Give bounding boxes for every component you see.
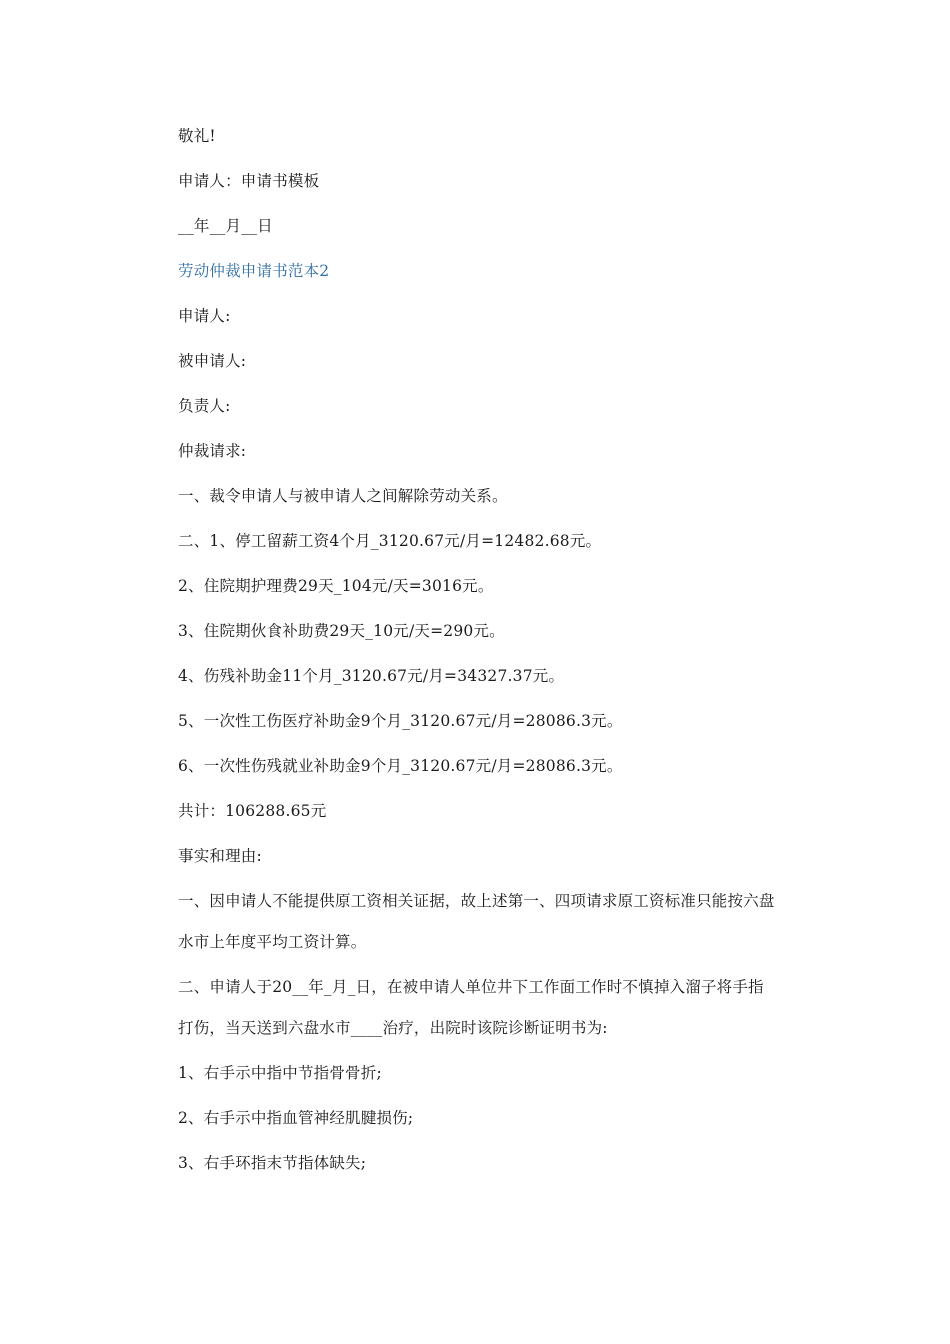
diagnosis-item-3: 3、右手环指末节指体缺失;: [178, 1154, 367, 1172]
request-item-2-6: 6、一次性伤残就业补助金9个月_3120.67元/月=28086.3元。: [178, 757, 623, 775]
request-item-2-2: 2、住院期护理费29天_104元/天=3016元。: [178, 577, 494, 595]
respondent-label: 被申请人:: [178, 352, 247, 370]
reason-2-line-1: 二、申请人于20__年_月_日，在被申请人单位井下工作面工作时不慎掉入溜子将手指: [178, 978, 764, 996]
applicant-signature: 申请人：申请书模板: [178, 172, 320, 190]
date-line: __年__月__日: [178, 217, 273, 235]
request-item-1: 一、裁令申请人与被申请人之间解除劳动关系。: [178, 487, 508, 505]
section-heading: 劳动仲裁申请书范本2: [178, 262, 330, 280]
applicant-label: 申请人:: [178, 307, 231, 325]
request-item-2: 二、1、停工留薪工资4个月_3120.67元/月=12482.68元。: [178, 532, 602, 550]
total-amount: 共计：106288.65元: [178, 802, 327, 820]
reason-2-line-2: 打伤，当天送到六盘水市____治疗，出院时该院诊断证明书为:: [178, 1019, 608, 1037]
diagnosis-item-2: 2、右手示中指血管神经肌腱损伤;: [178, 1109, 414, 1127]
diagnosis-item-1: 1、右手示中指中节指骨骨折;: [178, 1064, 382, 1082]
request-item-2-5: 5、一次性工伤医疗补助金9个月_3120.67元/月=28086.3元。: [178, 712, 623, 730]
request-item-2-3: 3、住院期伙食补助费29天_10元/天=290元。: [178, 622, 505, 640]
closing-salutation: 敬礼!: [178, 127, 216, 145]
responsible-person-label: 负责人:: [178, 397, 231, 415]
arbitration-request-label: 仲裁请求:: [178, 442, 247, 460]
reason-1-line-2: 水市上年度平均工资计算。: [178, 933, 367, 951]
facts-reasons-label: 事实和理由:: [178, 847, 262, 865]
reason-1-line-1: 一、因申请人不能提供原工资相关证据，故上述第一、四项请求原工资标准只能按六盘: [178, 892, 775, 910]
request-item-2-4: 4、伤残补助金11个月_3120.67元/月=34327.37元。: [178, 667, 565, 685]
